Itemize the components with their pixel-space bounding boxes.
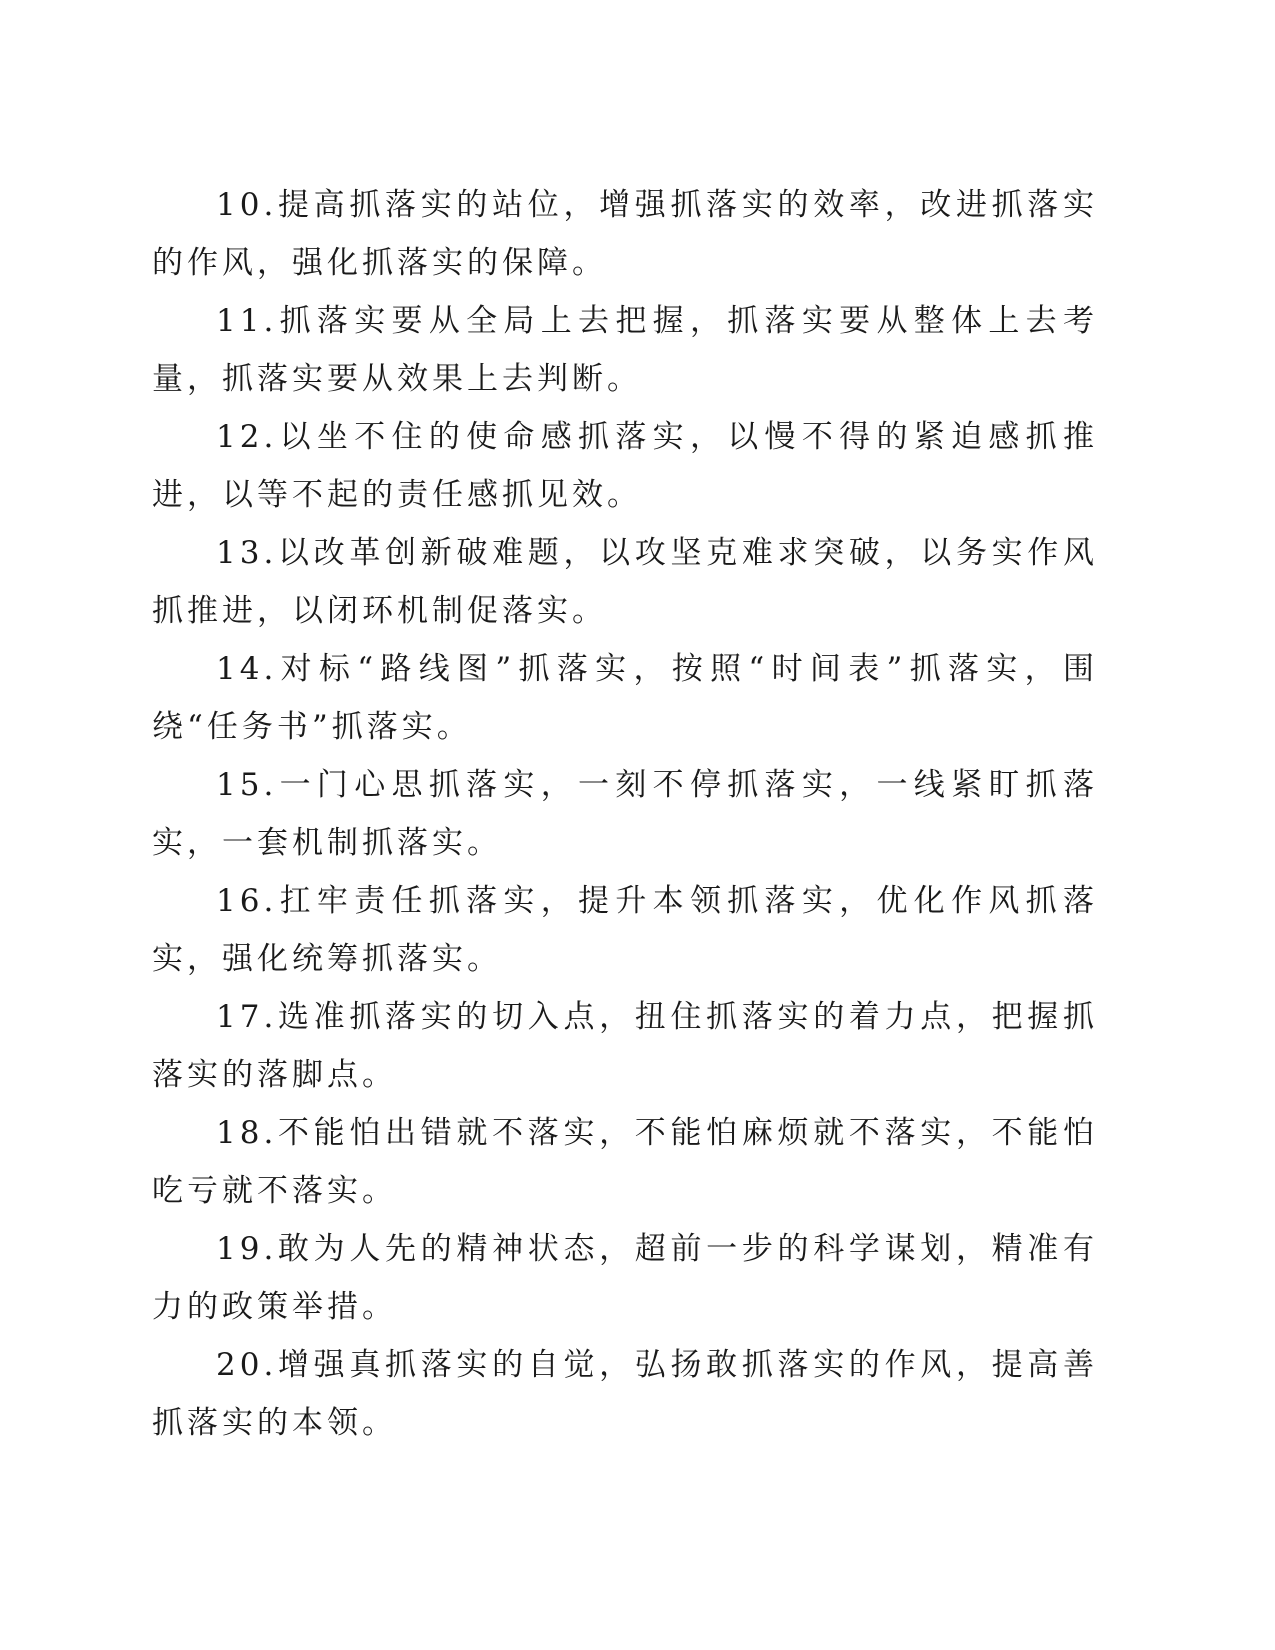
paragraph-15: 15.一门心思抓落实，一刻不停抓落实，一线紧盯抓落实，一套机制抓落实。 (152, 767, 1098, 861)
paragraph-13: 13.以改革创新破难题，以攻坚克难求突破，以务实作风抓推进，以闭环机制促落实。 (152, 535, 1098, 629)
paragraph-16: 16.扛牢责任抓落实，提升本领抓落实，优化作风抓落实，强化统筹抓落实。 (152, 883, 1098, 977)
paragraph-11: 11.抓落实要从全局上去把握，抓落实要从整体上去考量，抓落实要从效果上去判断。 (152, 303, 1098, 397)
paragraph-14: 14.对标“路线图”抓落实，按照“时间表”抓落实，围绕“任务书”抓落实。 (152, 651, 1098, 745)
paragraph-19: 19.敢为人先的精神状态，超前一步的科学谋划，精准有力的政策举措。 (152, 1231, 1098, 1325)
paragraph-10: 10.提高抓落实的站位，增强抓落实的效率，改进抓落实的作风，强化抓落实的保障。 (152, 187, 1098, 281)
paragraph-18: 18.不能怕出错就不落实，不能怕麻烦就不落实，不能怕吃亏就不落实。 (152, 1115, 1098, 1209)
paragraph-17: 17.选准抓落实的切入点，扭住抓落实的着力点，把握抓落实的落脚点。 (152, 999, 1098, 1093)
paragraph-12: 12.以坐不住的使命感抓落实，以慢不得的紧迫感抓推进，以等不起的责任感抓见效。 (152, 419, 1098, 513)
document-body (152, 176, 1098, 1452)
paragraph-20: 20.增强真抓落实的自觉，弘扬敢抓落实的作风，提高善抓落实的本领。 (152, 1347, 1098, 1441)
